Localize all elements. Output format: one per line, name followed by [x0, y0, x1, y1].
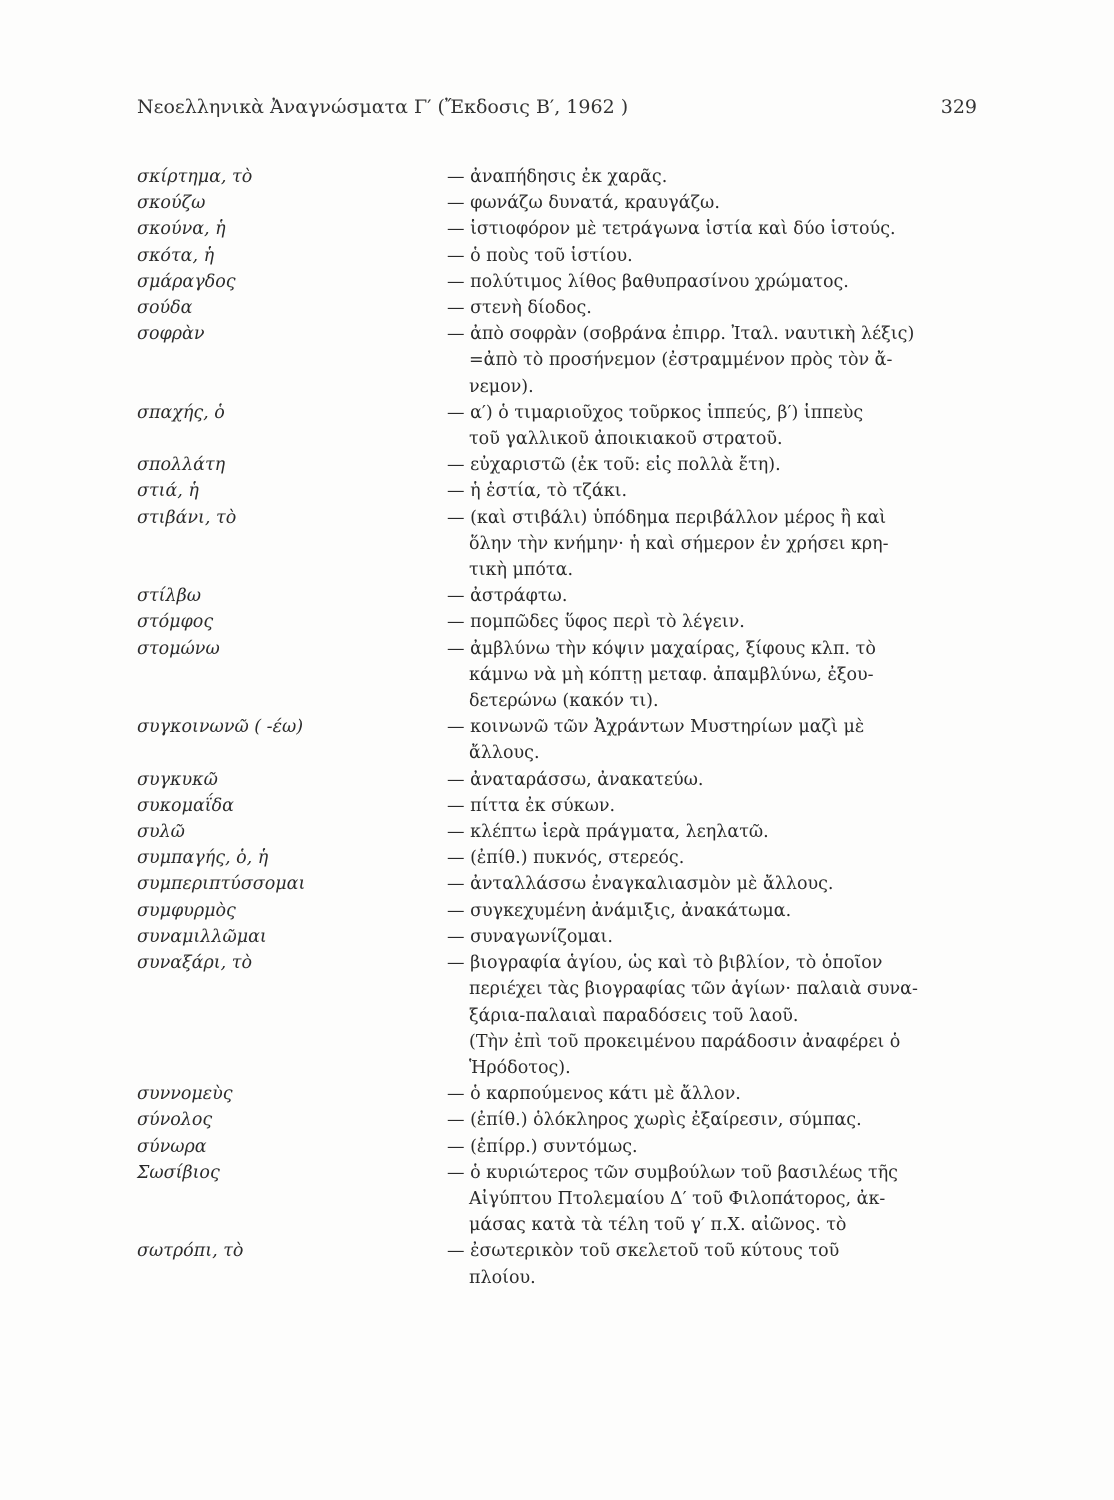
glossary-entry — [137, 950, 977, 1081]
entry-term: στιά, ἡ — [137, 481, 199, 502]
definition-line: τικὴ μπότα. — [469, 560, 574, 581]
glossary-entry — [137, 321, 977, 400]
entry-term: συγκοινωνῶ ( -έω) — [137, 717, 304, 738]
entry-definition — [447, 505, 977, 584]
entry-term: στιβάνι, τὸ — [137, 507, 237, 528]
definition-line: πλοίου. — [469, 1267, 536, 1288]
entry-definition — [447, 1134, 977, 1160]
entry-definition — [447, 636, 977, 715]
glossary-entry — [137, 793, 977, 819]
definition-line: — κλέπτω ἱερὰ πράγματα, λεηλατῶ. — [447, 822, 769, 843]
definition-line: δετερώνω (κακόν τι). — [469, 691, 659, 712]
entry-definition — [447, 321, 977, 400]
entry-term: συγκυκῶ — [137, 769, 218, 790]
glossary-entry — [137, 924, 977, 950]
entry-term: συμπεριπτύσσομαι — [137, 874, 306, 895]
definition-line: — ἀπὸ σοφρὰν (σοβράνα ἐπιρρ. Ἰταλ. ναυτικὴ λέξις) — [447, 324, 915, 345]
glossary-entry — [137, 216, 977, 242]
entry-definition — [447, 400, 977, 452]
entry-term: Σωσίβιος — [137, 1162, 220, 1183]
entry-term: σκούζω — [137, 193, 206, 214]
definition-line: μάσας κατὰ τὰ τέλη τοῦ γ′ π.Χ. αἰῶνος. τὸ — [469, 1215, 847, 1236]
page-number: 329 — [940, 96, 977, 118]
entry-definition — [447, 216, 977, 242]
definition-line: — εὐχαριστῶ (ἐκ τοῦ: εἰς πολλὰ ἔτη). — [447, 455, 781, 476]
glossary-entry — [137, 400, 977, 452]
definition-line: — πολύτιμος λίθος βαθυπρασίνου χρώματος. — [447, 271, 849, 292]
definition-line: — ἀναταράσσω, ἀνακατεύω. — [447, 769, 704, 790]
entry-term: σούδα — [137, 298, 193, 319]
entry-term: σπαχής, ὁ — [137, 402, 225, 423]
definition-line: — συγκεχυμένη ἀνάμιξις, ἀνακάτωμα. — [447, 900, 792, 921]
definition-line: τοῦ γαλλικοῦ ἀποικιακοῦ στρατοῦ. — [469, 429, 783, 450]
entry-definition — [447, 767, 977, 793]
definition-line: — πομπῶδες ὕφος περὶ τὸ λέγειν. — [447, 612, 745, 633]
entry-definition — [447, 295, 977, 321]
entry-definition — [447, 478, 977, 504]
definition-line: — συναγωνίζομαι. — [447, 926, 613, 947]
glossary-entry — [137, 1107, 977, 1133]
entry-term: συκομαΐδα — [137, 795, 235, 816]
glossary-entry — [137, 505, 977, 584]
glossary-entry — [137, 609, 977, 635]
definition-line: — στενὴ δίοδος. — [447, 298, 592, 319]
definition-line: — ἀστράφτω. — [447, 586, 568, 607]
definition-line: =ἀπὸ τὸ προσήνεμον (ἐστραμμένον πρὸς τὸν ἄ- — [469, 350, 893, 371]
entry-term: συναξάρι, τὸ — [137, 953, 252, 974]
glossary-entry — [137, 190, 977, 216]
definition-line: — ὁ ποὺς τοῦ ἱστίου. — [447, 245, 633, 266]
glossary-entry — [137, 845, 977, 871]
definition-line: — ἡ ἑστία, τὸ τζάκι. — [447, 481, 628, 502]
running-title: Νεοελληνικὰ Ἀναγνώσματα Γ′ (Ἔκδοσις Β′, 1962 ) — [137, 96, 629, 118]
glossary-entry — [137, 164, 977, 190]
entry-term: στομώνω — [137, 638, 220, 659]
definition-line: νεμον). — [469, 376, 534, 397]
glossary-entry — [137, 767, 977, 793]
entry-definition — [447, 793, 977, 819]
definition-line: — φωνάζω δυνατά, κραυγάζω. — [447, 193, 720, 214]
definition-line: — βιογραφία ἁγίου, ὡς καὶ τὸ βιβλίον, τὸ ὁποῖον — [447, 953, 883, 974]
entry-definition — [447, 269, 977, 295]
glossary-entry — [137, 819, 977, 845]
entry-term: σκίρτημα, τὸ — [137, 167, 253, 187]
entry-term: σκούνα, ἡ — [137, 219, 226, 240]
definition-line: ὅλην τὴν κνήμην· ἡ καὶ σήμερον ἐν χρήσει κρη- — [469, 533, 889, 554]
definition-line: — α′) ὁ τιμαριοῦχος τοῦρκος ἱππεύς, β′) ἱππεὺς — [447, 402, 864, 423]
entry-definition — [447, 845, 977, 871]
glossary-entry — [137, 452, 977, 478]
entry-definition — [447, 950, 977, 1081]
glossary-entry — [137, 1081, 977, 1107]
entry-term: συμπαγής, ὁ, ἡ — [137, 848, 269, 869]
entry-definition — [447, 898, 977, 924]
entry-definition — [447, 1081, 977, 1107]
definition-line: — κοινωνῶ τῶν Ἀχράντων Μυστηρίων μαζὶ μὲ — [447, 717, 865, 738]
entry-term: στόμφος — [137, 612, 214, 633]
glossary-entry — [137, 714, 977, 766]
glossary-entry — [137, 269, 977, 295]
entry-definition — [447, 714, 977, 766]
entry-definition — [447, 583, 977, 609]
entry-term: σκότα, ἡ — [137, 245, 215, 266]
definition-line: — (καὶ στιβάλι) ὑπόδημα περιβάλλον μέρος ἢ καὶ — [447, 507, 887, 528]
entry-term: συννομεὺς — [137, 1084, 233, 1105]
definition-line: — ἀναπήδησις ἐκ χαρᾶς. — [447, 167, 668, 187]
glossary-entry — [137, 1238, 977, 1290]
definition-line: — ἱστιοφόρον μὲ τετράγωνα ἱστία καὶ δύο ἱστούς. — [447, 219, 896, 240]
definition-line: ξάρια-παλαιαὶ παραδόσεις τοῦ λαοῦ. — [469, 1005, 799, 1026]
definition-line: — ἀνταλλάσσω ἐναγκαλιασμὸν μὲ ἄλλους. — [447, 874, 834, 895]
definition-line: ἄλλους. — [469, 743, 540, 764]
glossary-entry — [137, 295, 977, 321]
definition-line: — πίττα ἐκ σύκων. — [447, 795, 616, 816]
definition-line: κάμνω νὰ μὴ κόπτῃ μεταφ. ἀπαμβλύνω, ἐξου- — [469, 664, 874, 685]
glossary-entry — [137, 1160, 977, 1239]
entry-definition — [447, 190, 977, 216]
definition-line: — (ἐπίθ.) ὁλόκληρος χωρὶς ἐξαίρεσιν, σύμπας. — [447, 1110, 862, 1131]
glossary-entry — [137, 583, 977, 609]
glossary-entry — [137, 243, 977, 269]
glossary-list — [137, 164, 977, 1291]
definition-line: — ἀμβλύνω τὴν κόψιν μαχαίρας, ξίφους κλπ. τὸ — [447, 638, 876, 659]
entry-term: σύνωρα — [137, 1136, 207, 1157]
entry-term: σωτρόπι, τὸ — [137, 1241, 244, 1262]
glossary-entry — [137, 636, 977, 715]
entry-definition — [447, 819, 977, 845]
glossary-entry — [137, 871, 977, 897]
entry-definition — [447, 1107, 977, 1133]
glossary-entry — [137, 478, 977, 504]
entry-definition — [447, 924, 977, 950]
definition-line: περιέχει τὰς βιογραφίας τῶν ἁγίων· παλαιὰ συνα- — [469, 979, 918, 1000]
definition-line: Ἡρόδοτος). — [469, 1057, 571, 1078]
entry-term: σμάραγδος — [137, 271, 236, 292]
definition-line: — (ἐπίρρ.) συντόμως. — [447, 1136, 638, 1157]
entry-definition — [447, 871, 977, 897]
entry-definition — [447, 164, 977, 190]
entry-definition — [447, 1238, 977, 1290]
definition-line: — ἐσωτερικὸν τοῦ σκελετοῦ τοῦ κύτους τοῦ — [447, 1241, 840, 1262]
entry-definition — [447, 452, 977, 478]
entry-term: συναμιλλῶμαι — [137, 926, 267, 947]
entry-definition — [447, 243, 977, 269]
entry-term: σοφρὰν — [137, 324, 205, 345]
definition-line: — ὁ καρπούμενος κάτι μὲ ἄλλον. — [447, 1084, 741, 1105]
glossary-entry — [137, 898, 977, 924]
definition-line: (Τὴν ἐπὶ τοῦ προκειμένου παράδοσιν ἀναφέρει ὁ — [469, 1031, 901, 1052]
entry-definition — [447, 1160, 977, 1239]
definition-line: Αἰγύπτου Πτολεμαίου Δ′ τοῦ Φιλοπάτορος, ἀκ- — [469, 1188, 886, 1209]
glossary-entry — [137, 1134, 977, 1160]
entry-term: συμφυρμὸς — [137, 900, 236, 921]
entry-term: σπολλάτη — [137, 455, 226, 476]
entry-term: συλῶ — [137, 822, 185, 843]
definition-line: — ὁ κυριώτερος τῶν συμβούλων τοῦ βασιλέως τῆς — [447, 1162, 898, 1183]
entry-term: σύνολος — [137, 1110, 213, 1131]
definition-line: — (ἐπίθ.) πυκνός, στερεός. — [447, 848, 685, 869]
entry-term: στίλβω — [137, 586, 201, 607]
entry-definition — [447, 609, 977, 635]
